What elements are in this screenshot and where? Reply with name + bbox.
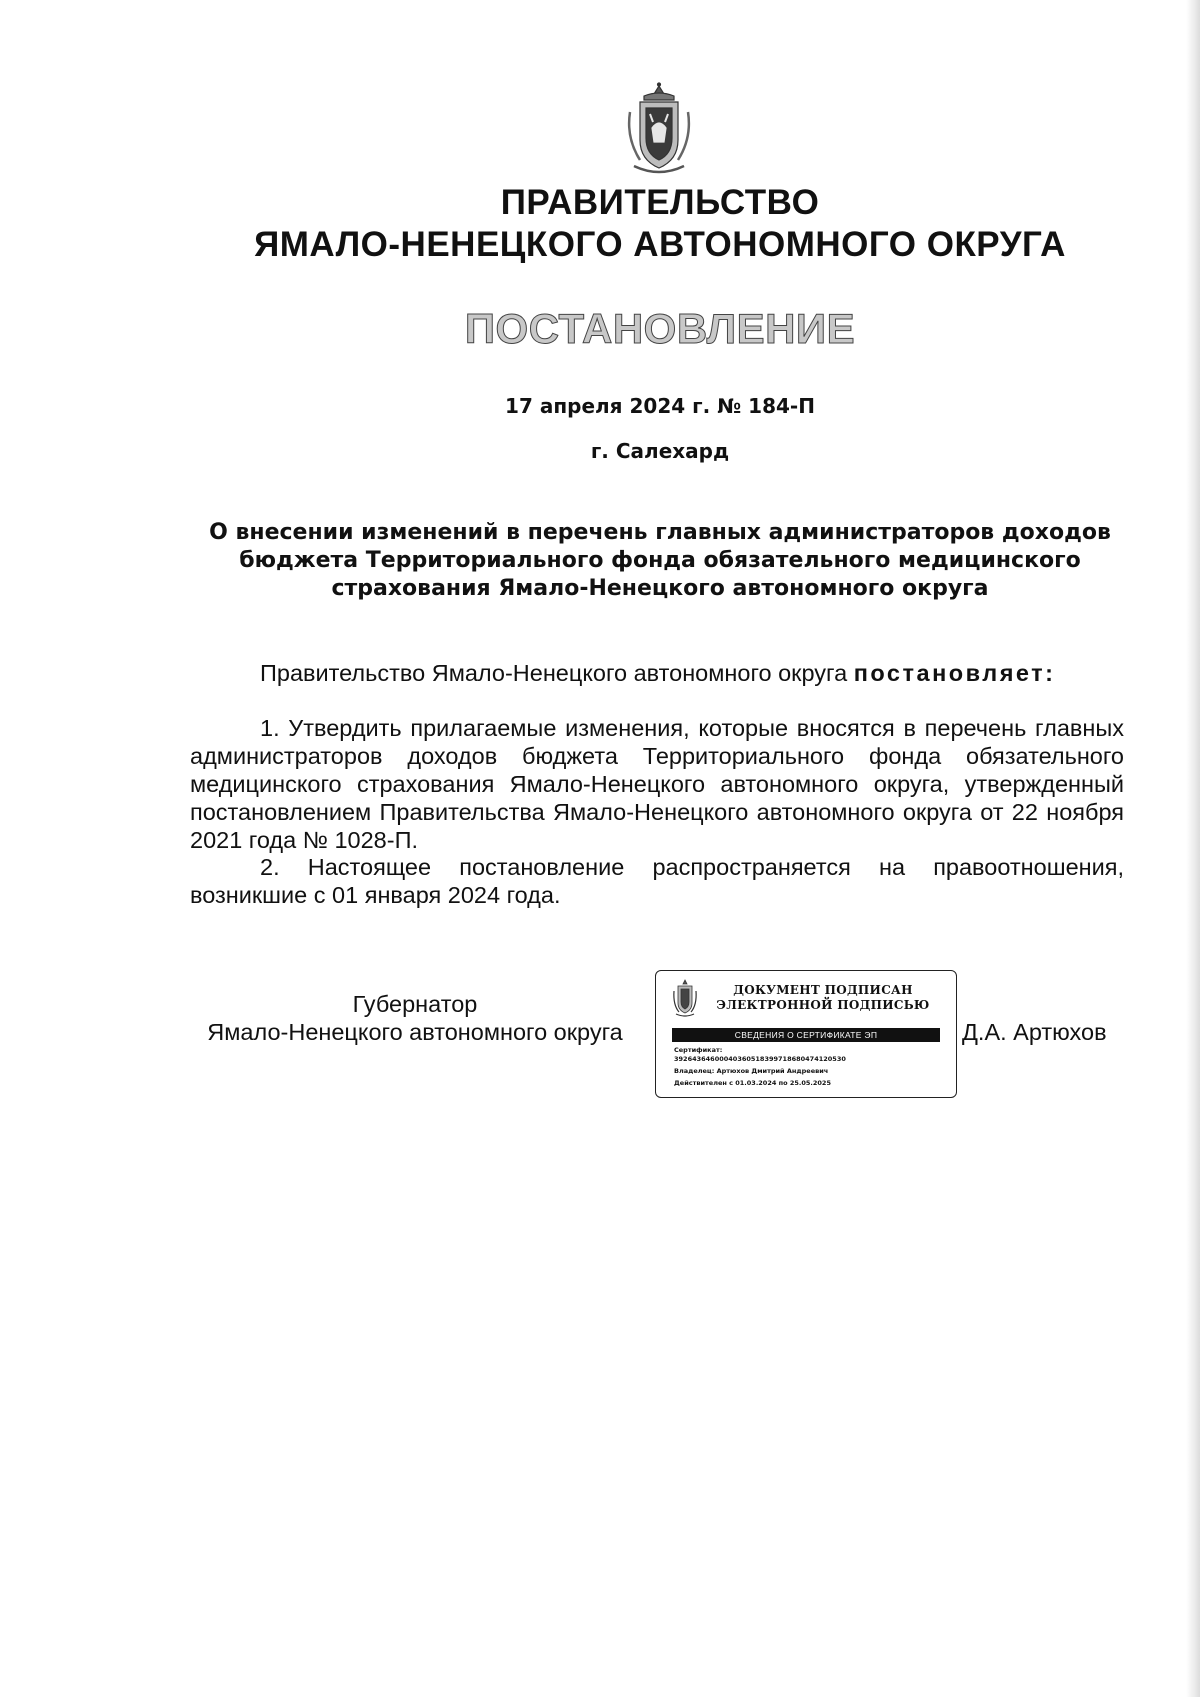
intro-text: Правительство Ямало-Ненецкого автономного округа — [260, 660, 848, 686]
intro-paragraph — [190, 659, 1124, 687]
stamp-certificate-bar: СВЕДЕНИЯ О СЕРТИФИКАТЕ ЭП — [672, 1028, 940, 1042]
signatory-title-line2: Ямало-Ненецкого автономного округа — [207, 1019, 623, 1045]
document-title-line1: О внесении изменений в перечень главных администраторов доходов — [209, 520, 1111, 545]
document-date-number: 17 апреля 2024 г. № 184-П — [505, 394, 815, 418]
stamp-heading-line1: ДОКУМЕНТ ПОДПИСАН — [733, 983, 913, 997]
document-city: г. Салехард — [590, 439, 730, 463]
signatory-title-line1: Губернатор — [352, 991, 478, 1017]
organization-name-line1: ПРАВИТЕЛЬСТВО — [500, 183, 820, 222]
stamp-certificate-label: Сертификат: — [674, 1046, 723, 1054]
stamp-heading — [708, 983, 938, 1013]
document-title — [200, 519, 1120, 603]
organization-name-line2: ЯМАЛО-НЕНЕЦКОГО АВТОНОМНОГО ОКРУГА — [254, 225, 1066, 264]
paragraph-1: 1. Утвердить прилагаемые изменения, которые вносятся в перечень главных администраторов доходов бюджета Территориального фонда обязательного медицинского страхования Ямало-Ненецкого автономного округа, утвержденный постановлением Правительства Ямало-Ненецкого автономного округа от 22 ноября 2021 года № 1028-П. — [190, 715, 1124, 853]
stamp-owner: Владелец: Артюхов Дмитрий Андреевич — [674, 1067, 829, 1075]
signatory-name: Д.А. Артюхов — [962, 1019, 1107, 1045]
document-title-line3: страхования Ямало-Ненецкого автономного округа — [331, 576, 989, 601]
stamp-validity: Действителен с 01.03.2024 по 25.05.2025 — [674, 1079, 831, 1087]
electronic-signature-stamp — [655, 970, 957, 1098]
coat-of-arms-emblem — [620, 82, 698, 180]
stamp-certificate-number: 3926436460004036051839971868047412053​0 — [674, 1055, 846, 1063]
organization-name — [0, 182, 1200, 266]
intro-verb: постановляет: — [853, 660, 1056, 686]
stamp-emblem-icon — [672, 979, 698, 1017]
stamp-heading-line2: ЭЛЕКТРОННОЙ ПОДПИСЬЮ — [716, 998, 930, 1012]
signatory-title — [190, 990, 640, 1046]
document-title-line2: бюджета Территориального фонда обязательного медицинского — [239, 548, 1081, 573]
document-type-heading: ПОСТАНОВЛЕНИЕ — [464, 305, 856, 352]
paragraph-2: 2. Настоящее постановление распространяется на правоотношения, возникшие с 01 января 2024 года. — [190, 854, 1124, 908]
